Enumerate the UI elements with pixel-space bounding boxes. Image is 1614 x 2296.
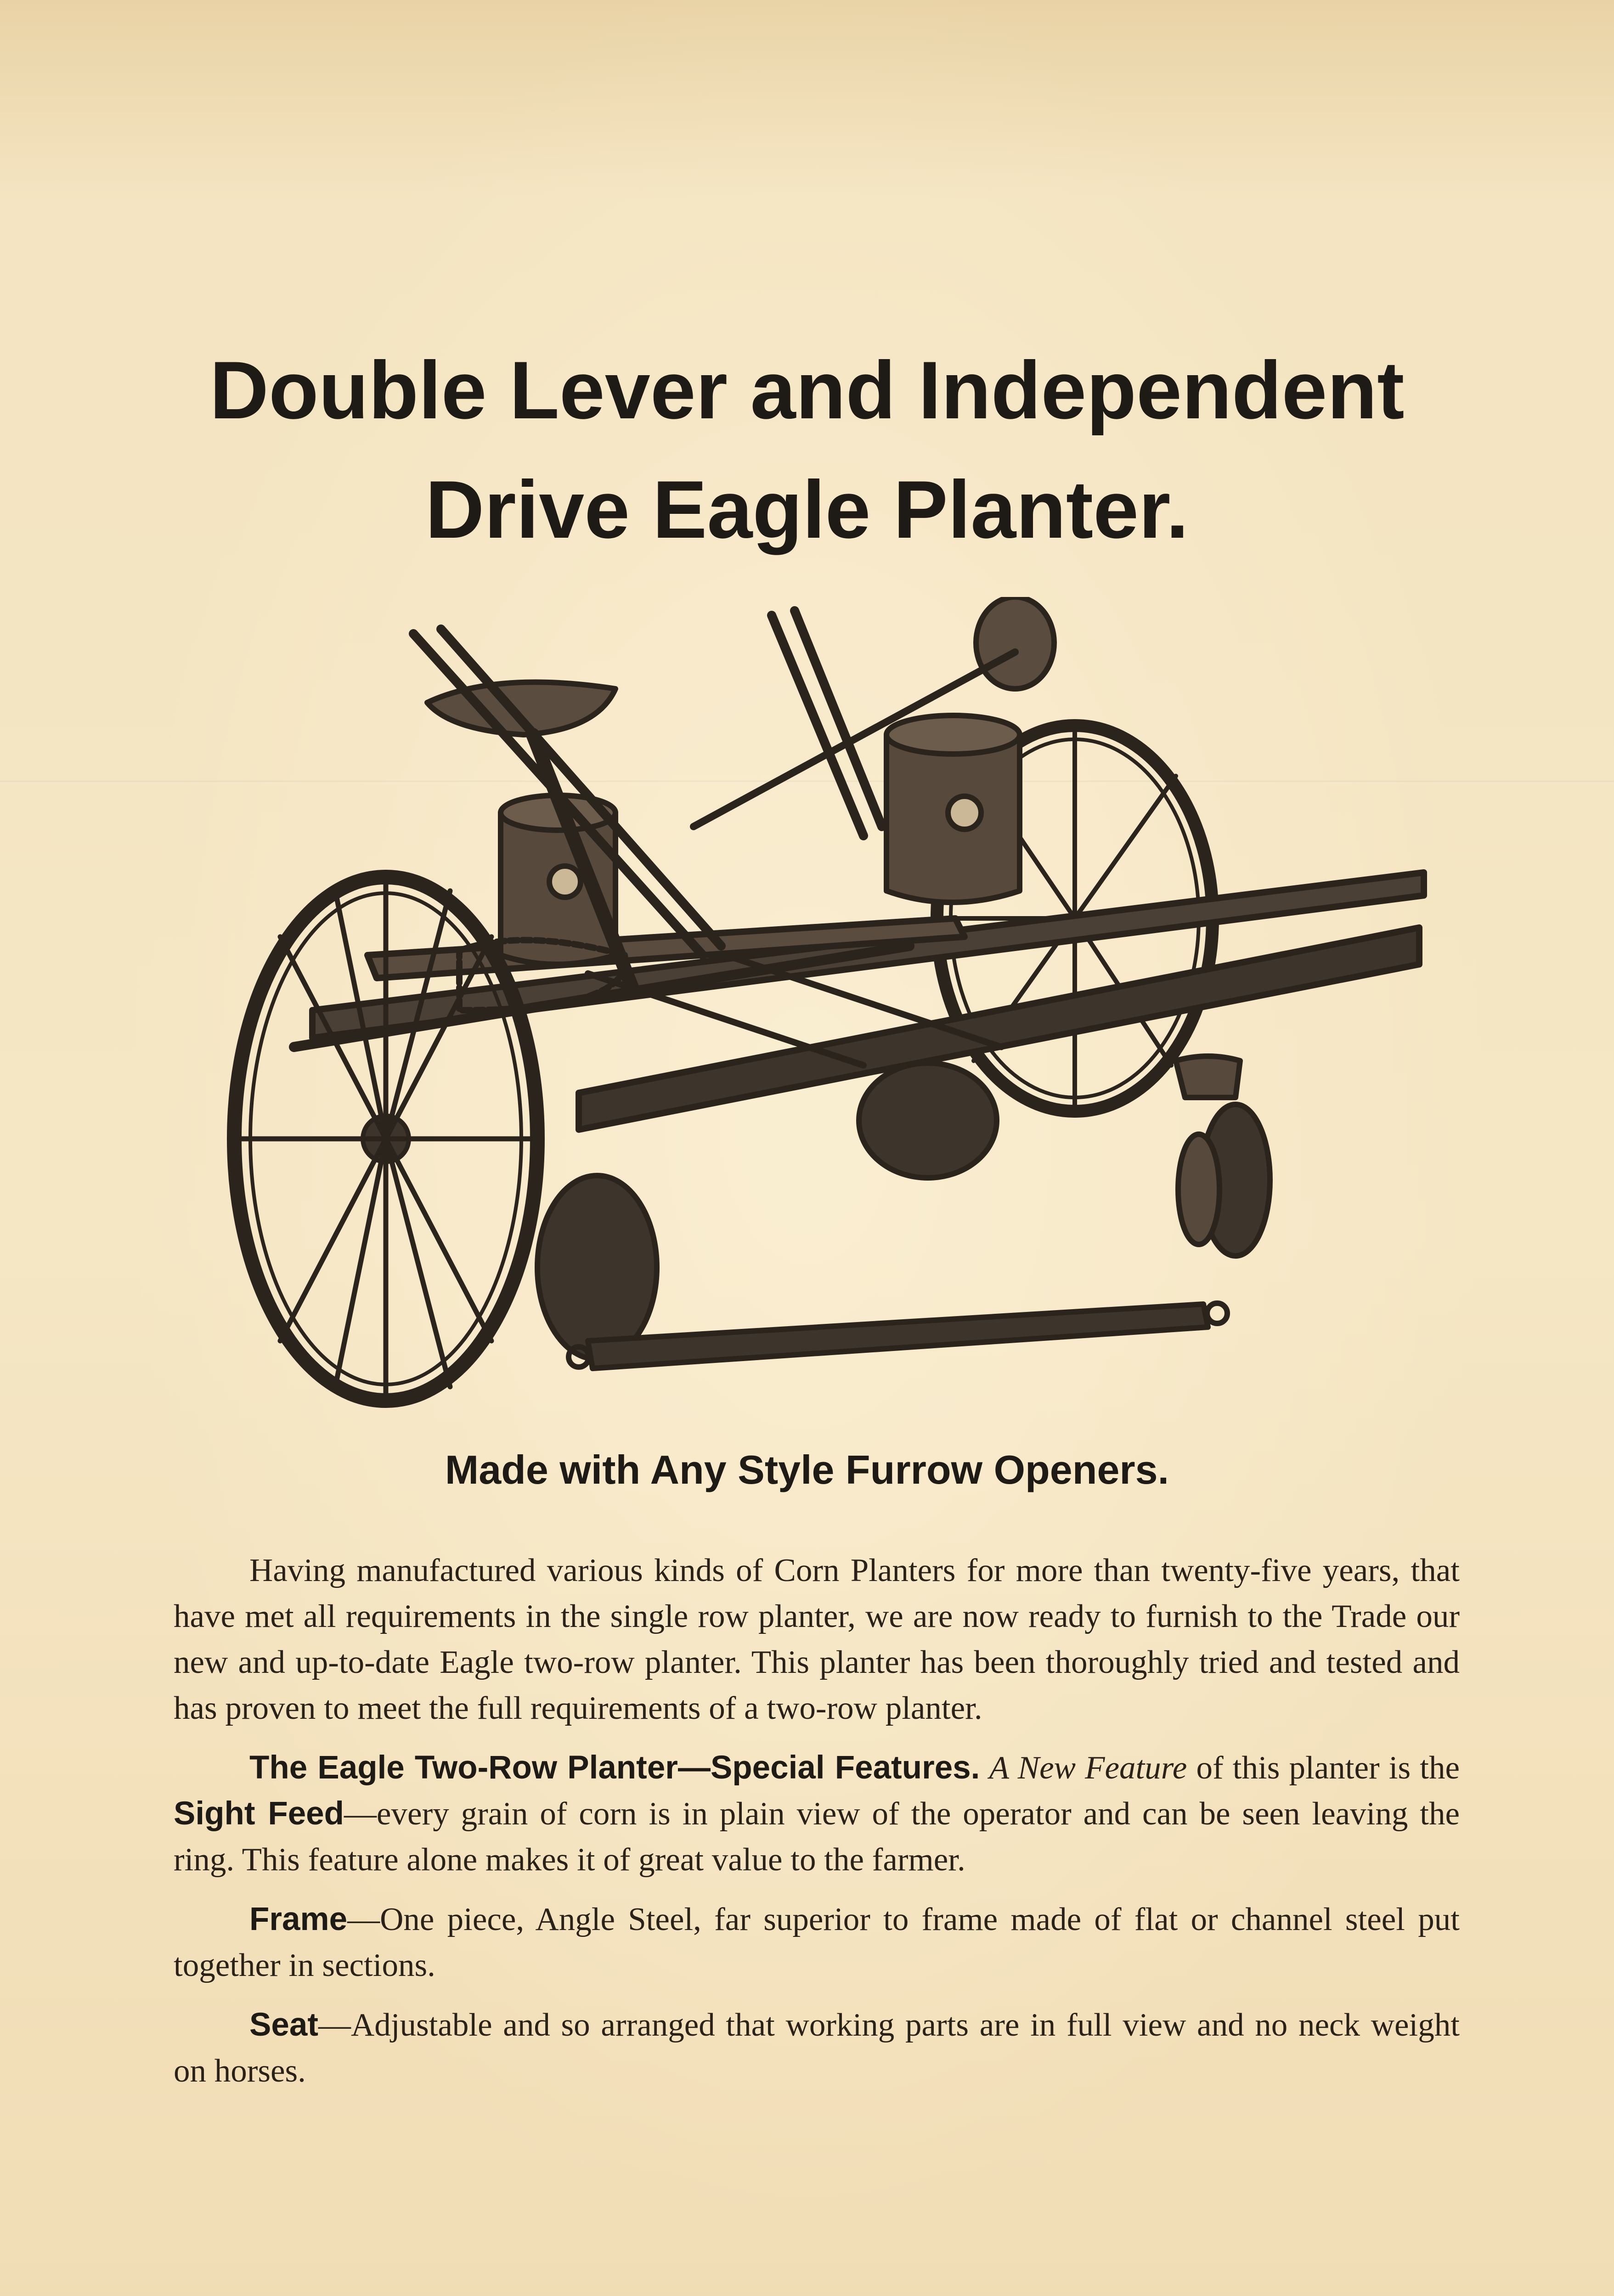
- front-wheel-icon: [234, 877, 537, 1401]
- frame-heading: Frame: [249, 1901, 348, 1937]
- features-text-2: —every grain of corn is in plain view of the operator and can be seen leaving the ring. This feature alone makes it of great value to the farmer.: [174, 1796, 1460, 1878]
- illustration-caption: Made with Any Style Furrow Openers.: [445, 1447, 1169, 1492]
- features-paragraph: [174, 1745, 1460, 1883]
- body-text: [174, 1548, 1460, 2108]
- seat-heading: Seat: [249, 2007, 318, 2043]
- lever-right-icon: [772, 611, 882, 836]
- intro-paragraph: Having manufactured various kinds of Corn Planters for more than twenty-five years, that have met all requirements in the single row planter, we are now ready to furnish to the Trade our new and up-to-date Eagle two-row planter. This planter has been thoroughly tried and tested and has proven to meet the full requirements of a two-row planter.: [174, 1553, 1460, 1726]
- features-text-1: of this planter is the: [1187, 1750, 1460, 1786]
- new-feature-label: A New Feature: [989, 1750, 1187, 1786]
- page-title: [0, 331, 1614, 569]
- title-line-1: Double Lever and Independent: [209, 344, 1405, 436]
- seed-hopper-right-icon: [886, 715, 1020, 902]
- title-line-2: Drive Eagle Planter.: [425, 464, 1189, 555]
- frame-text: —One piece, Angle Steel, far superior to frame made of flat or channel steel put together in sections.: [174, 1902, 1460, 1983]
- features-heading: The Eagle Two-Row Planter—Special Features.: [249, 1750, 980, 1786]
- planter-illustration: [175, 597, 1461, 1424]
- seat-paragraph: [174, 2002, 1460, 2094]
- seat-text: —Adjustable and so arranged that working parts are in full view and no neck weight on horses.: [174, 2007, 1460, 2089]
- detached-furrow-opener-icon: [1176, 1056, 1270, 1256]
- frame-paragraph: [174, 1896, 1460, 1988]
- sight-feed-label: Sight Feed: [174, 1795, 344, 1832]
- tongue-bar-icon: [569, 1303, 1227, 1368]
